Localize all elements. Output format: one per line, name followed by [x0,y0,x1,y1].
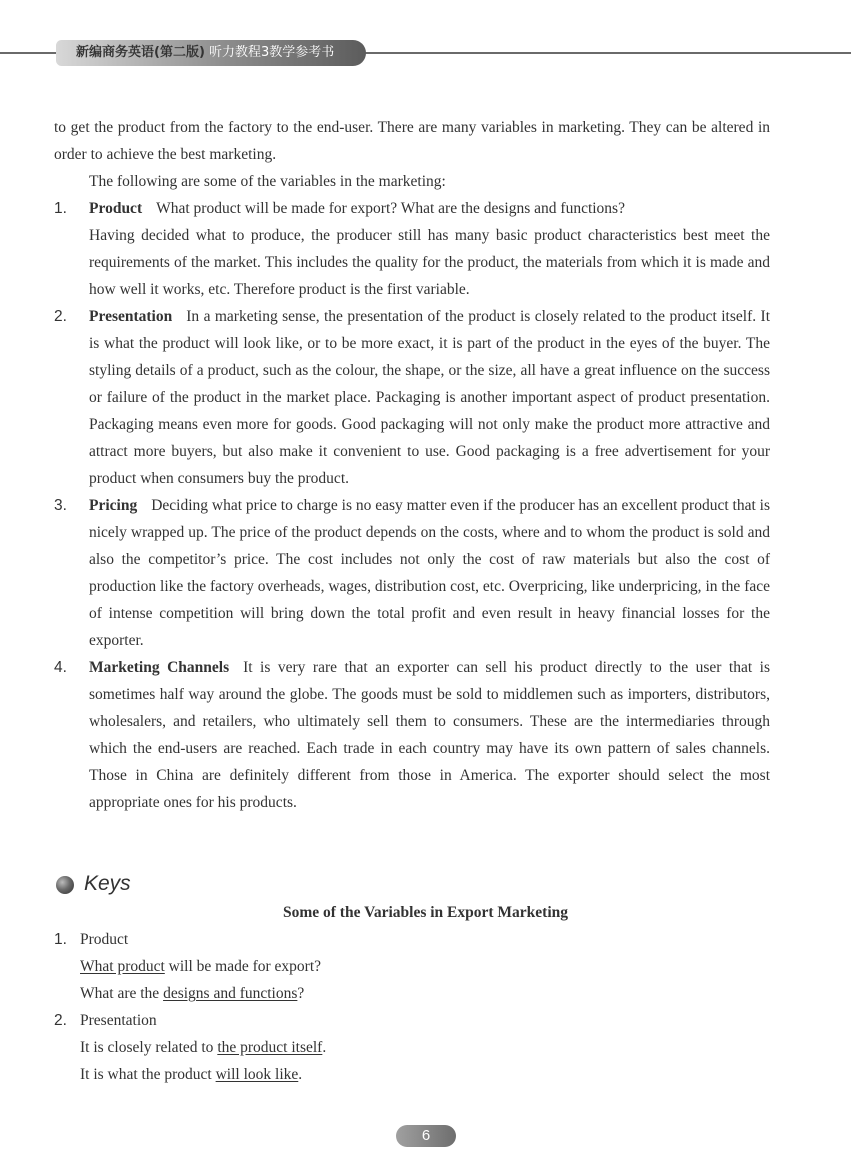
item-text: Deciding what price to charge is no easy matter even if the producer has an excellent product that is nicely wrapped up. The price of the product depends on the costs, where and to whom the product is sold and also the competitor’s price. The cost includes not only the cost of raw materials but also the cost of production like the factory overheads, wages, distribution cost, etc. Overpricing, like underpricing, in the face of intense competition will bring down the total profit and even result in heavy financial losses for the exporter. [89,497,770,649]
answer-blank: What product [80,958,165,975]
item-text: In a marketing sense, the presentation of the product is closely related to the product itself. It is what the product will look like, or to be more exact, it is part of the product in the eyes of the buyer. The styling details of a product, such as the colour, the shape, or the size, all have a great influence on the success or failure of the product in the market place. Packaging is another important aspect of product presentation. Packaging means even more for goods. Good packaging will not only make the product more attractive and attract more buyers, but also make it convenient to use. Good packaging is a free advertisement for your product when consumers buy the product. [89,308,770,487]
key-text: It is what the product [80,1066,216,1083]
key-number: 1. [54,931,67,948]
key-text: ? [297,985,305,1002]
key-heading: Presentation [80,1012,157,1029]
running-header [76,44,334,62]
item-number: 4. [54,659,67,676]
key-text: . [298,1066,303,1083]
keys-list [54,926,770,1088]
key-heading: Product [80,931,129,948]
item-term: Pricing [89,497,138,514]
item-text: What product will be made for export? What are the designs and functions? [156,200,625,217]
key-text: will be made for export? [164,958,322,975]
key-text: It is closely related to [80,1039,218,1056]
book-subtitle: 听力教程3教学参考书 [209,45,335,60]
item-term: Presentation [89,308,173,325]
page-number: 6 [421,1127,431,1144]
keys-title: Some of the Variables in Export Marketing [282,904,569,921]
item-number: 2. [54,308,67,325]
intro-paragraph: to get the product from the factory to the end-user. There are many variables in marketing. They can be altered in order to achieve the best marketing. [54,119,770,163]
variable-item-product [54,195,770,303]
book-title: 新编商务英语(第二版) [76,45,205,60]
item-text-continued: Having decided what to produce, the producer still has many basic product characteristics best meet the requirements of the market. This includes the quality for the product, the materials from which it is made and how well it works, etc. Therefore product is the first variable. [89,227,770,298]
item-number: 1. [54,200,67,217]
key-text: . [322,1039,327,1056]
intro-lead-in: The following are some of the variables in the marketing: [89,173,446,190]
key-number: 2. [54,1012,67,1029]
answer-blank: the product itself [217,1039,323,1056]
answer-blank: will look like [215,1066,299,1083]
key-item-product [54,926,770,1007]
item-text: It is very rare that an exporter can sell his product directly to the user that is sometimes half way around the globe. The goods must be sold to middlemen such as importers, distributors, wholesalers, and retailers, who ultimately sell them to consumers. These are the intermediaries through which the end-users are reached. Each trade in each country may have its own pattern of sales channels. Those in China are definitely different from those in America. The exporter should select the most appropriate ones for his products. [89,659,770,811]
keys-label: Keys [84,872,131,895]
variable-item-presentation [54,303,770,492]
variable-item-marketing-channels [54,654,770,816]
variable-item-pricing [54,492,770,654]
main-text [54,114,770,816]
key-text: What are the [80,985,164,1002]
item-term: Marketing Channels [89,659,230,676]
bullet-circle-icon [56,876,74,894]
answer-blank: designs and functions [163,985,298,1002]
key-item-presentation [54,1007,770,1088]
item-number: 3. [54,497,67,514]
item-term: Product [89,200,143,217]
